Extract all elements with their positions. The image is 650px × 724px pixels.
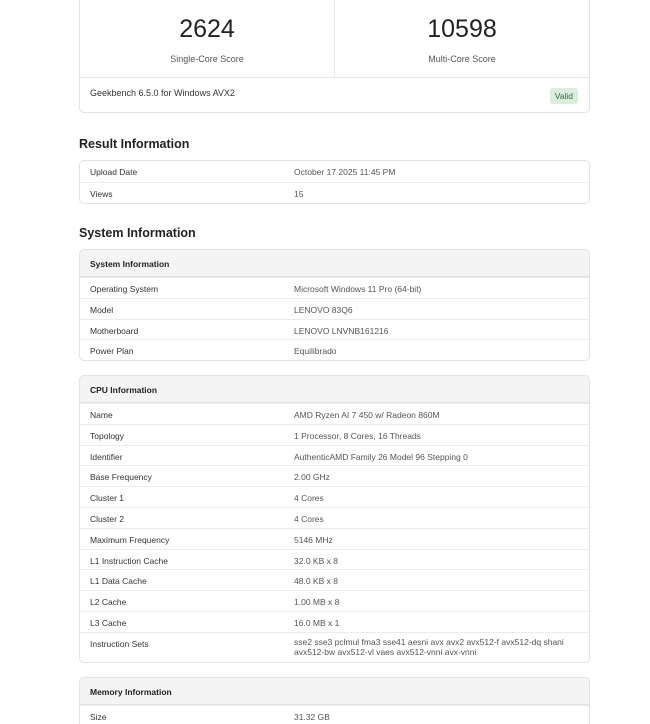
cpu-info-row (80, 507, 589, 528)
memory-info-rows (80, 705, 589, 724)
result-info-row-key: Views (90, 188, 113, 199)
system-info-row (80, 319, 589, 340)
memory-info-row-key: Size (90, 712, 107, 722)
cpu-info-row-key: Maximum Frequency (90, 534, 170, 545)
cpu-info-row-value: 2.00 GHz (294, 472, 330, 483)
system-info-row (80, 339, 589, 360)
system-info-rows (80, 277, 589, 360)
system-info-row-value: Microsoft Windows 11 Pro (64-bit) (294, 284, 422, 294)
system-info-heading: System Information (79, 226, 196, 240)
cpu-info-row-value: 4 Cores (294, 513, 324, 524)
cpu-info-row-value: 32.0 KB x 8 (294, 555, 338, 566)
multi-core-label: Multi-Core Score (428, 54, 496, 64)
memory-info-card (79, 677, 590, 724)
result-info-card (79, 160, 590, 204)
cpu-info-row-key: Cluster 2 (90, 513, 125, 524)
result-info-heading: Result Information (79, 137, 190, 151)
result-info-row-value: 15 (294, 188, 304, 199)
single-core-label: Single-Core Score (170, 54, 244, 64)
result-info-row-value: October 17 2025 11:45 PM (294, 167, 396, 177)
multi-core-score: 10598 (427, 15, 497, 43)
system-info-row-key: Motherboard (90, 325, 139, 336)
multi-core-cell (334, 0, 589, 77)
cpu-info-row (80, 403, 589, 424)
system-info-row-value: LENOVO 83Q6 (294, 304, 353, 315)
result-info-row (80, 161, 589, 182)
cpu-info-row-value: 48.0 KB x 8 (294, 576, 338, 587)
cpu-info-row-value: 16.0 MB x 1 (294, 617, 340, 628)
system-info-row-value: LENOVO LNVNB161216 (294, 325, 389, 336)
cpu-info-row (80, 590, 589, 611)
system-info-card-header: System Information (80, 250, 589, 277)
cpu-info-row (80, 611, 589, 632)
result-info-row-key: Upload Date (90, 167, 138, 177)
memory-info-row-value: 31.32 GB (294, 712, 330, 722)
cpu-info-row-key: Name (90, 410, 113, 420)
benchmark-version-row (80, 78, 589, 112)
system-info-card (79, 249, 590, 361)
cpu-info-row-value: 1 Processor, 8 Cores, 16 Threads (294, 430, 421, 441)
cpu-info-row-value: AuthenticAMD Family 26 Model 96 Stepping 0 (294, 451, 468, 462)
cpu-info-row-key: L1 Data Cache (90, 576, 147, 587)
cpu-info-rows (80, 403, 589, 662)
cpu-info-row (80, 465, 589, 486)
memory-info-row (80, 705, 589, 724)
cpu-info-row-value: 4 Cores (294, 493, 324, 504)
cpu-info-row (80, 632, 589, 662)
memory-info-card-header: Memory Information (80, 678, 589, 705)
cpu-info-row (80, 528, 589, 549)
score-row (80, 0, 589, 78)
valid-badge: Valid (550, 88, 578, 104)
cpu-info-row-key: L1 Instruction Cache (90, 555, 168, 566)
result-info-row (80, 182, 589, 203)
cpu-info-row-key: Base Frequency (90, 472, 152, 483)
cpu-info-row-value: sse2 sse3 pclmul fma3 sse41 aesni avx avx2 avx512-f avx512-dq shani avx512-bw avx512-vl vaes avx512-vnni avx-vnni (294, 636, 564, 658)
cpu-info-row-key: Instruction Sets (90, 638, 149, 649)
system-info-row-key: Operating System (90, 284, 159, 294)
cpu-info-row-key: Cluster 1 (90, 493, 125, 504)
cpu-info-row (80, 569, 589, 590)
cpu-info-row-value: 1.00 MB x 8 (294, 597, 340, 608)
cpu-info-row-key: Identifier (90, 451, 123, 462)
cpu-info-row (80, 486, 589, 507)
score-card (79, 0, 590, 113)
cpu-info-row-value: 5146 MHz (294, 534, 333, 545)
system-info-row-key: Model (90, 304, 114, 315)
cpu-info-card-header: CPU Information (80, 376, 589, 403)
cpu-info-row-value: AMD Ryzen AI 7 450 w/ Radeon 860M (294, 410, 440, 420)
system-info-row (80, 298, 589, 319)
cpu-info-row (80, 445, 589, 466)
single-core-score: 2624 (179, 15, 235, 43)
system-info-row-key: Power Plan (90, 346, 134, 357)
single-core-cell (80, 0, 334, 77)
cpu-info-row (80, 549, 589, 570)
system-info-row-value: Equilibrado (294, 346, 337, 357)
cpu-info-row-key: L2 Cache (90, 597, 127, 608)
cpu-info-row-key: L3 Cache (90, 617, 127, 628)
benchmark-version: Geekbench 6.5.0 for Windows AVX2 (90, 88, 235, 98)
cpu-info-row-key: Topology (90, 430, 125, 441)
system-info-row (80, 277, 589, 298)
cpu-info-card (79, 375, 590, 663)
cpu-info-row (80, 424, 589, 445)
